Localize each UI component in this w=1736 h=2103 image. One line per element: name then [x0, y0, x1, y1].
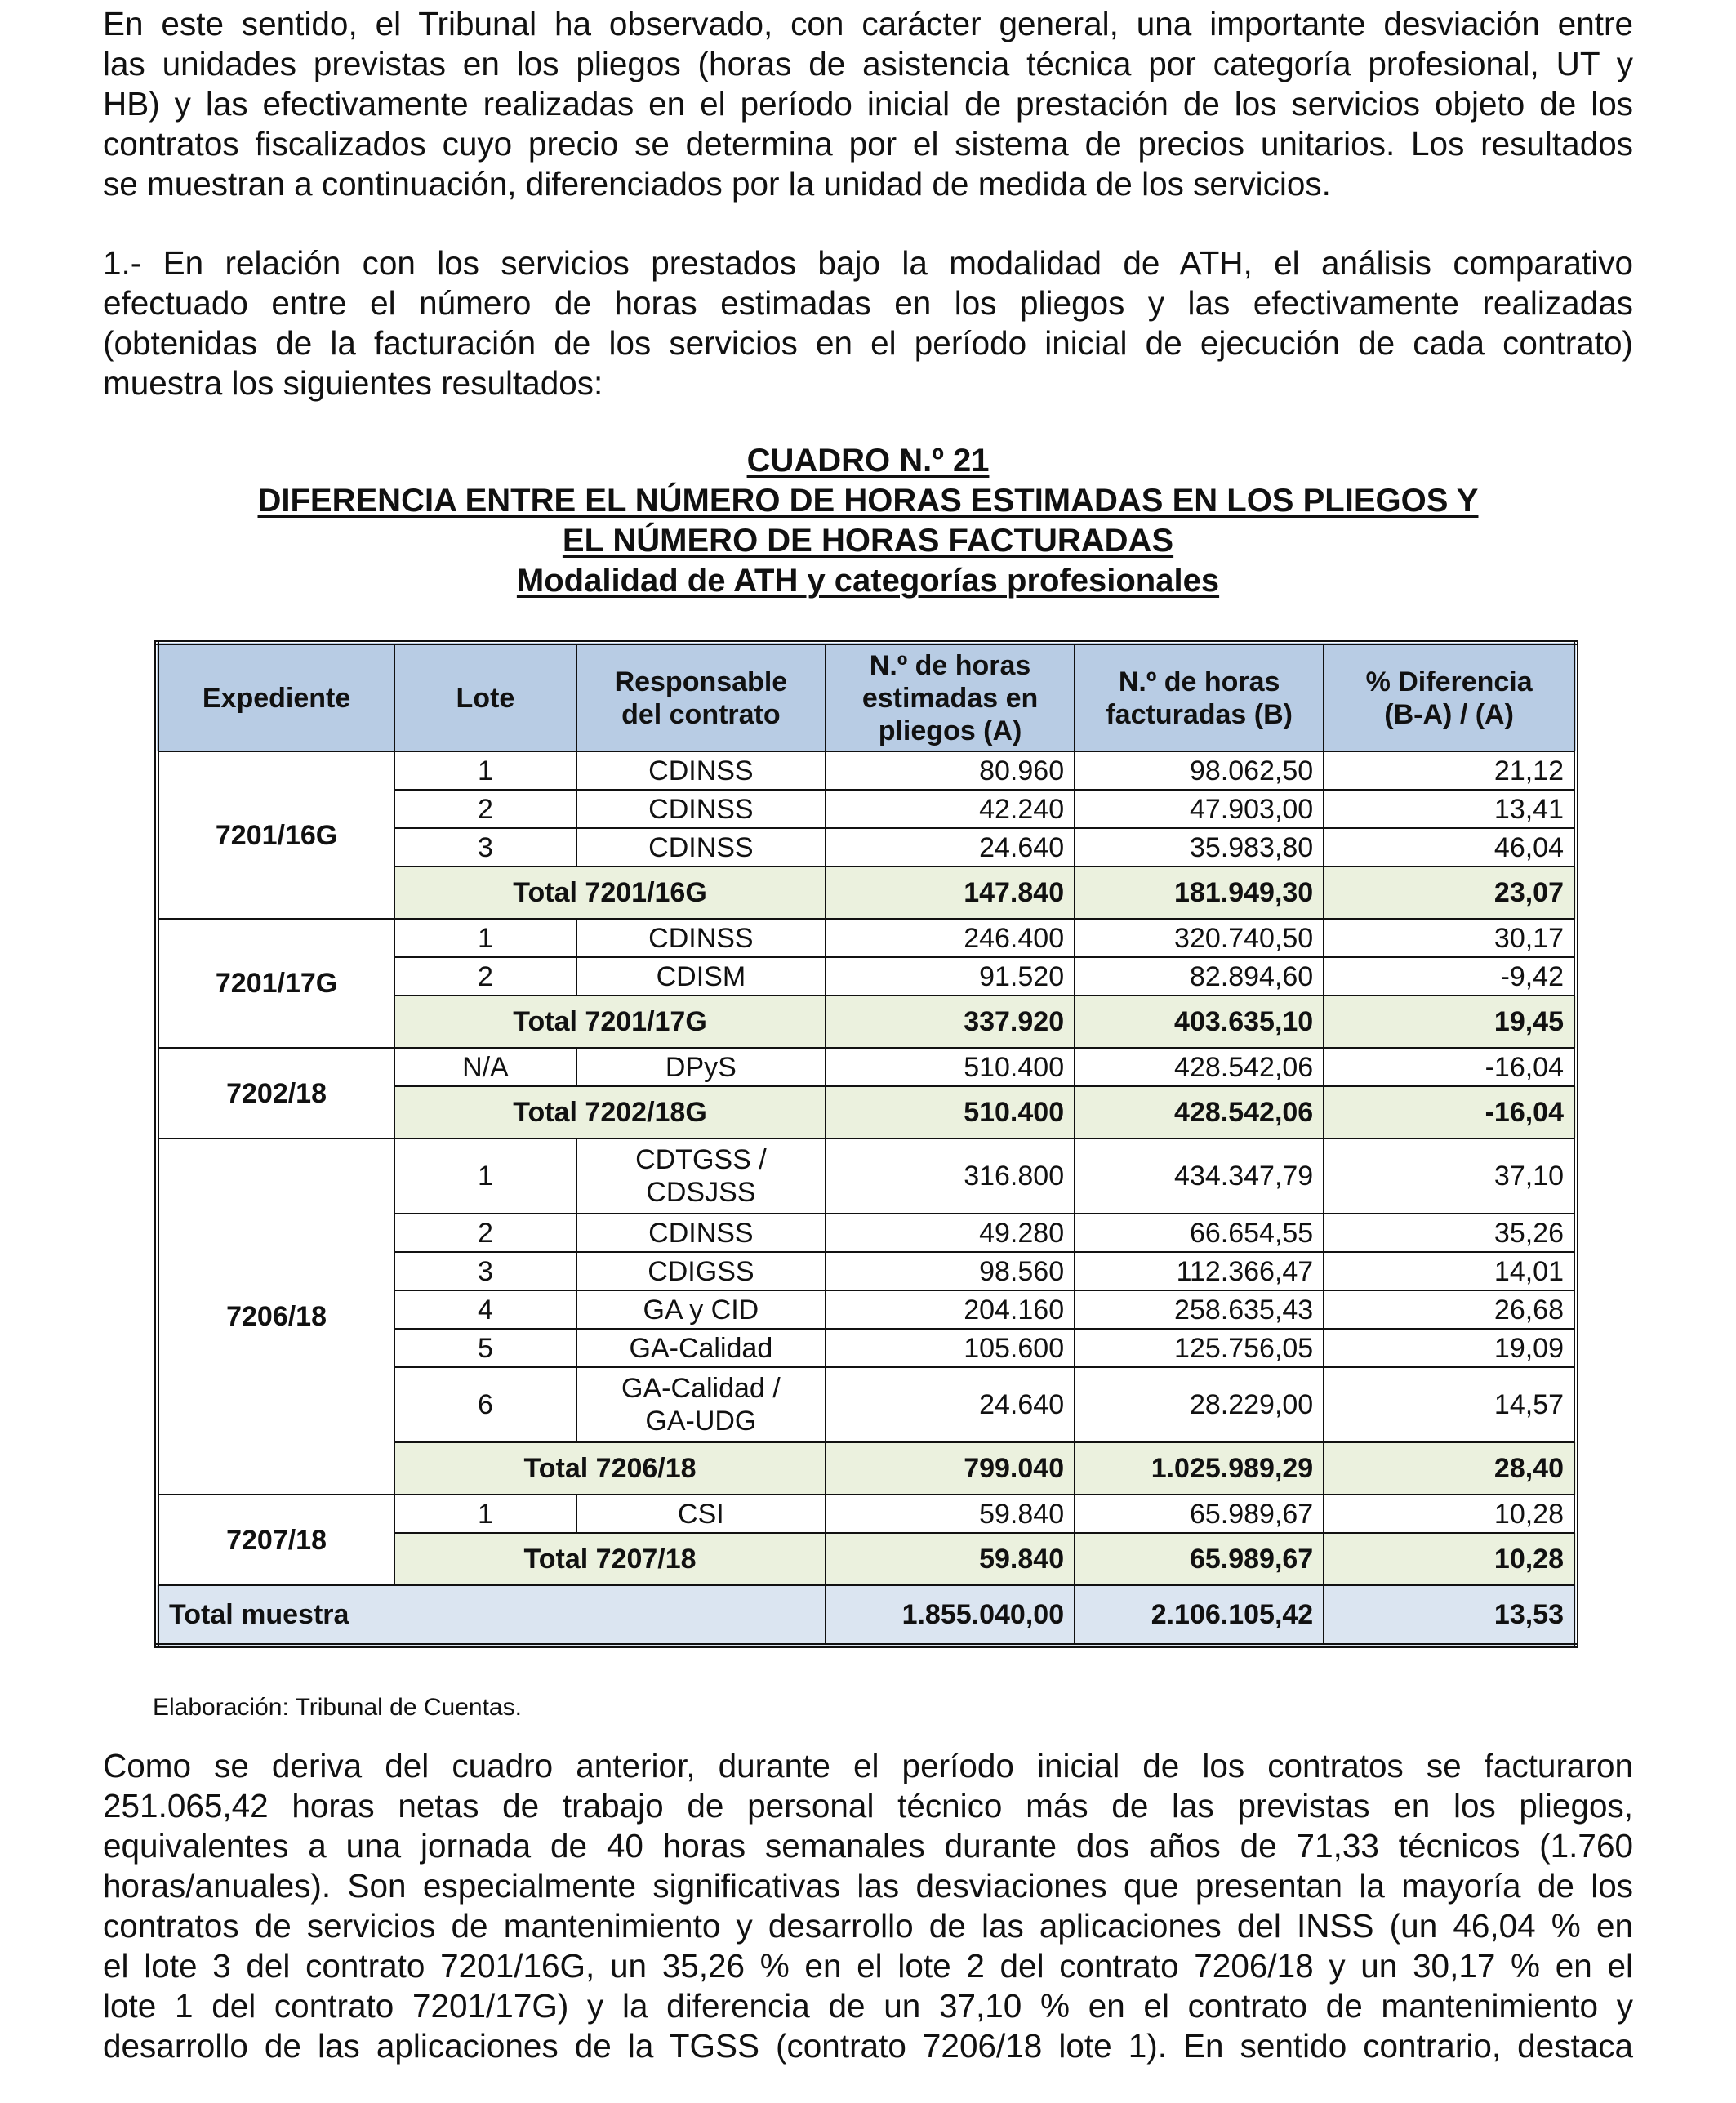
- table-row: [157, 919, 1576, 957]
- estimated-hours-cell: 42.240: [826, 790, 1075, 828]
- grand-total-difference: 13,53: [1324, 1585, 1576, 1646]
- subtotal-estimated: 59.840: [826, 1533, 1075, 1585]
- lote-cell: 6: [394, 1367, 576, 1442]
- lote-cell: 2: [394, 790, 576, 828]
- billed-hours-cell: 428.542,06: [1075, 1048, 1324, 1086]
- text-line: 251.065,42 horas netas de trabajo de personal técnico más de las previstas en los pliegos,: [103, 1787, 1633, 1825]
- subtotal-difference: 23,07: [1324, 867, 1576, 919]
- subtotal-billed: 65.989,67: [1075, 1533, 1324, 1585]
- lote-cell: 1: [394, 751, 576, 790]
- subtotal-label: Total 7202/18G: [394, 1086, 826, 1138]
- source-note: Elaboración: Tribunal de Cuentas.: [153, 1694, 522, 1721]
- billed-hours-cell: 35.983,80: [1075, 828, 1324, 867]
- difference-cell: -9,42: [1324, 957, 1576, 996]
- grand-total-billed: 2.106.105,42: [1075, 1585, 1324, 1646]
- estimated-hours-cell: 246.400: [826, 919, 1075, 957]
- responsable-text: CDINSS: [648, 922, 754, 954]
- subtotal-difference: 28,40: [1324, 1442, 1576, 1495]
- responsable-cell: [576, 919, 826, 957]
- difference-cell: 19,09: [1324, 1329, 1576, 1367]
- responsable-text: GA y CID: [643, 1294, 759, 1326]
- subtotal-estimated: 147.840: [826, 867, 1075, 919]
- table-row: [157, 1495, 1576, 1533]
- estimated-hours-cell: 510.400: [826, 1048, 1075, 1086]
- text-line: contratos de servicios de mantenimiento y desarrollo de las aplicaciones del INSS (un 46,04 % en: [103, 1907, 1633, 1945]
- text-line: contratos fiscalizados cuyo precio se determina por el sistema de precios unitarios. Los resultados: [103, 125, 1633, 163]
- responsable-cell: [576, 790, 826, 828]
- subtotal-difference: 10,28: [1324, 1533, 1576, 1585]
- billed-hours-cell: 66.654,55: [1075, 1214, 1324, 1252]
- header-row: [157, 643, 1576, 751]
- intro-paragraph-2: [103, 243, 1633, 403]
- lote-cell: 2: [394, 1214, 576, 1252]
- responsable-cell: [576, 1329, 826, 1367]
- subtotal-difference: -16,04: [1324, 1086, 1576, 1138]
- text-line: 1.- En relación con los servicios prestados bajo la modalidad de ATH, el análisis comparativo: [103, 244, 1633, 282]
- responsable-text: CDINSS: [648, 831, 754, 863]
- subtotal-difference: 19,45: [1324, 996, 1576, 1048]
- difference-cell: 46,04: [1324, 828, 1576, 867]
- billed-hours-cell: 98.062,50: [1075, 751, 1324, 790]
- difference-cell: -16,04: [1324, 1048, 1576, 1086]
- billed-hours-cell: 320.740,50: [1075, 919, 1324, 957]
- text-line: Como se deriva del cuadro anterior, durante el período inicial de los contratos se facturaron: [103, 1747, 1633, 1784]
- difference-cell: 13,41: [1324, 790, 1576, 828]
- responsable-text: CDINSS: [648, 1217, 754, 1249]
- header-text: N.º de horas: [869, 649, 1031, 681]
- lote-cell: 1: [394, 1495, 576, 1533]
- subtotal-estimated: 799.040: [826, 1442, 1075, 1495]
- responsable-text: CDINSS: [648, 793, 754, 825]
- estimated-hours-cell: 204.160: [826, 1290, 1075, 1329]
- expediente-cell: 7207/18: [157, 1495, 394, 1585]
- subtotal-billed: 403.635,10: [1075, 996, 1324, 1048]
- responsable-cell: [576, 1367, 826, 1442]
- estimated-hours-cell: 98.560: [826, 1252, 1075, 1290]
- subtotal-label: Total 7201/16G: [394, 867, 826, 919]
- table-subtitle: [0, 561, 1736, 601]
- responsable-cell: [576, 1214, 826, 1252]
- title-text: Modalidad de ATH y categorías profesionales: [516, 563, 1220, 599]
- estimated-hours-cell: 105.600: [826, 1329, 1075, 1367]
- header-text: N.º de horas: [1118, 666, 1280, 697]
- difference-cell: 14,57: [1324, 1367, 1576, 1442]
- expediente-cell: 7201/17G: [157, 919, 394, 1048]
- estimated-hours-cell: 24.640: [826, 1367, 1075, 1442]
- billed-hours-cell: 125.756,05: [1075, 1329, 1324, 1367]
- responsable-cell: [576, 1290, 826, 1329]
- responsable-cell: [576, 1048, 826, 1086]
- subtotal-billed: 428.542,06: [1075, 1086, 1324, 1138]
- grand-total-row: [157, 1585, 1576, 1646]
- table-row: [157, 1048, 1576, 1086]
- lote-cell: 1: [394, 919, 576, 957]
- billed-hours-cell: 434.347,79: [1075, 1138, 1324, 1214]
- responsable-text: CDSJSS: [646, 1177, 756, 1208]
- text-line: equivalentes a una jornada de 40 horas semanales durante dos años de 71,33 técnicos (1.760: [103, 1827, 1633, 1865]
- text-line: se muestran a continuación, diferenciados por la unidad de medida de los servicios.: [103, 165, 1331, 203]
- difference-cell: 10,28: [1324, 1495, 1576, 1533]
- text-line: desarrollo de las aplicaciones de la TGSS (contrato 7206/18 lote 1). En sentido contrario, destaca: [103, 2027, 1633, 2065]
- text-line: En este sentido, el Tribunal ha observado, con carácter general, una importante desviación entre: [103, 5, 1633, 42]
- difference-cell: 35,26: [1324, 1214, 1576, 1252]
- table-title-number: [0, 441, 1736, 481]
- subtotal-billed: 1.025.989,29: [1075, 1442, 1324, 1495]
- header-lote: Lote: [394, 643, 576, 751]
- subtotal-billed: 181.949,30: [1075, 867, 1324, 919]
- lote-cell: 2: [394, 957, 576, 996]
- estimated-hours-cell: 49.280: [826, 1214, 1075, 1252]
- text-line: efectuado entre el número de horas estimadas en los pliegos y las efectivamente realizadas: [103, 284, 1633, 322]
- estimated-hours-cell: 316.800: [826, 1138, 1075, 1214]
- responsable-cell: [576, 1252, 826, 1290]
- header-text: (B-A) / (A): [1384, 698, 1514, 730]
- billed-hours-cell: 28.229,00: [1075, 1367, 1324, 1442]
- lote-cell: 4: [394, 1290, 576, 1329]
- responsable-text: GA-Calidad: [629, 1332, 773, 1364]
- header-text: estimadas en: [861, 682, 1039, 714]
- responsable-text: CDTGSS /: [635, 1144, 767, 1175]
- difference-cell: 37,10: [1324, 1138, 1576, 1214]
- header-responsable: [576, 643, 826, 751]
- header-text: Responsable: [614, 666, 788, 697]
- lote-cell: 5: [394, 1329, 576, 1367]
- lote-cell: 3: [394, 828, 576, 867]
- table-body: [157, 751, 1576, 1646]
- title-text: CUADRO N.º 21: [746, 443, 990, 479]
- lote-cell: 3: [394, 1252, 576, 1290]
- billed-hours-cell: 112.366,47: [1075, 1252, 1324, 1290]
- subtotal-label: Total 7206/18: [394, 1442, 826, 1495]
- conclusion-paragraph: [103, 1746, 1633, 2066]
- table-title-line-3: [0, 521, 1736, 561]
- billed-hours-cell: 65.989,67: [1075, 1495, 1324, 1533]
- estimated-hours-cell: 80.960: [826, 751, 1075, 790]
- responsable-text: CSI: [678, 1498, 724, 1530]
- hours-comparison-table: [154, 640, 1578, 1648]
- header-estimadas: [826, 643, 1075, 751]
- text-line: las unidades previstas en los pliegos (horas de asistencia técnica por categoría profesional, UT y: [103, 45, 1633, 82]
- header-facturadas: [1075, 643, 1324, 751]
- subtotal-label: Total 7201/17G: [394, 996, 826, 1048]
- difference-cell: 30,17: [1324, 919, 1576, 957]
- estimated-hours-cell: 24.640: [826, 828, 1075, 867]
- responsable-cell: [576, 957, 826, 996]
- responsable-cell: [576, 828, 826, 867]
- table-row: [157, 1138, 1576, 1214]
- table-row: [157, 751, 1576, 790]
- responsable-text: CDINSS: [648, 755, 754, 786]
- subtotal-label: Total 7207/18: [394, 1533, 826, 1585]
- estimated-hours-cell: 91.520: [826, 957, 1075, 996]
- grand-total-label: Total muestra: [157, 1585, 826, 1646]
- subtotal-estimated: 510.400: [826, 1086, 1075, 1138]
- billed-hours-cell: 82.894,60: [1075, 957, 1324, 996]
- lote-cell: N/A: [394, 1048, 576, 1086]
- lote-cell: 1: [394, 1138, 576, 1214]
- text-line: (obtenidas de la facturación de los servicios en el período inicial de ejecución de cada contrato): [103, 324, 1633, 362]
- responsable-text: DPyS: [665, 1051, 737, 1083]
- responsable-text: GA-Calidad /: [621, 1373, 781, 1404]
- table-title-line-2: [0, 481, 1736, 521]
- header-text: pliegos (A): [878, 715, 1022, 746]
- subtotal-estimated: 337.920: [826, 996, 1075, 1048]
- text-line: el lote 3 del contrato 7201/16G, un 35,26 % en el lote 2 del contrato 7206/18 y un 30,17 % en el: [103, 1947, 1633, 1985]
- responsable-text: GA-UDG: [645, 1406, 757, 1437]
- header-expediente: Expediente: [157, 643, 394, 751]
- difference-cell: 21,12: [1324, 751, 1576, 790]
- billed-hours-cell: 258.635,43: [1075, 1290, 1324, 1329]
- billed-hours-cell: 47.903,00: [1075, 790, 1324, 828]
- header-text: % Diferencia: [1365, 666, 1533, 697]
- expediente-cell: 7206/18: [157, 1138, 394, 1495]
- header-text: facturadas (B): [1106, 698, 1293, 730]
- header-text: del contrato: [621, 698, 781, 730]
- expediente-cell: 7202/18: [157, 1048, 394, 1138]
- responsable-cell: [576, 751, 826, 790]
- title-text: EL NÚMERO DE HORAS FACTURADAS: [562, 523, 1174, 559]
- responsable-text: CDIGSS: [648, 1255, 754, 1287]
- text-line: horas/anuales). Son especialmente significativas las desviaciones que presentan la mayoría de los: [103, 1867, 1633, 1905]
- text-line: lote 1 del contrato 7201/17G) y la diferencia de un 37,10 % en el contrato de mantenimiento y: [103, 1987, 1633, 2025]
- difference-cell: 26,68: [1324, 1290, 1576, 1329]
- text-line: muestra los siguientes resultados:: [103, 364, 603, 402]
- text-line: HB) y las efectivamente realizadas en el período inicial de prestación de los servicios objeto de los: [103, 85, 1633, 123]
- intro-paragraph-1: [103, 4, 1633, 204]
- expediente-cell: 7201/16G: [157, 751, 394, 919]
- title-text: DIFERENCIA ENTRE EL NÚMERO DE HORAS ESTIMADAS EN LOS PLIEGOS Y: [257, 483, 1479, 519]
- estimated-hours-cell: 59.840: [826, 1495, 1075, 1533]
- header-diferencia: [1324, 643, 1576, 751]
- responsable-cell: [576, 1138, 826, 1214]
- responsable-cell: [576, 1495, 826, 1533]
- difference-cell: 14,01: [1324, 1252, 1576, 1290]
- grand-total-estimated: 1.855.040,00: [826, 1585, 1075, 1646]
- responsable-text: CDISM: [656, 960, 746, 992]
